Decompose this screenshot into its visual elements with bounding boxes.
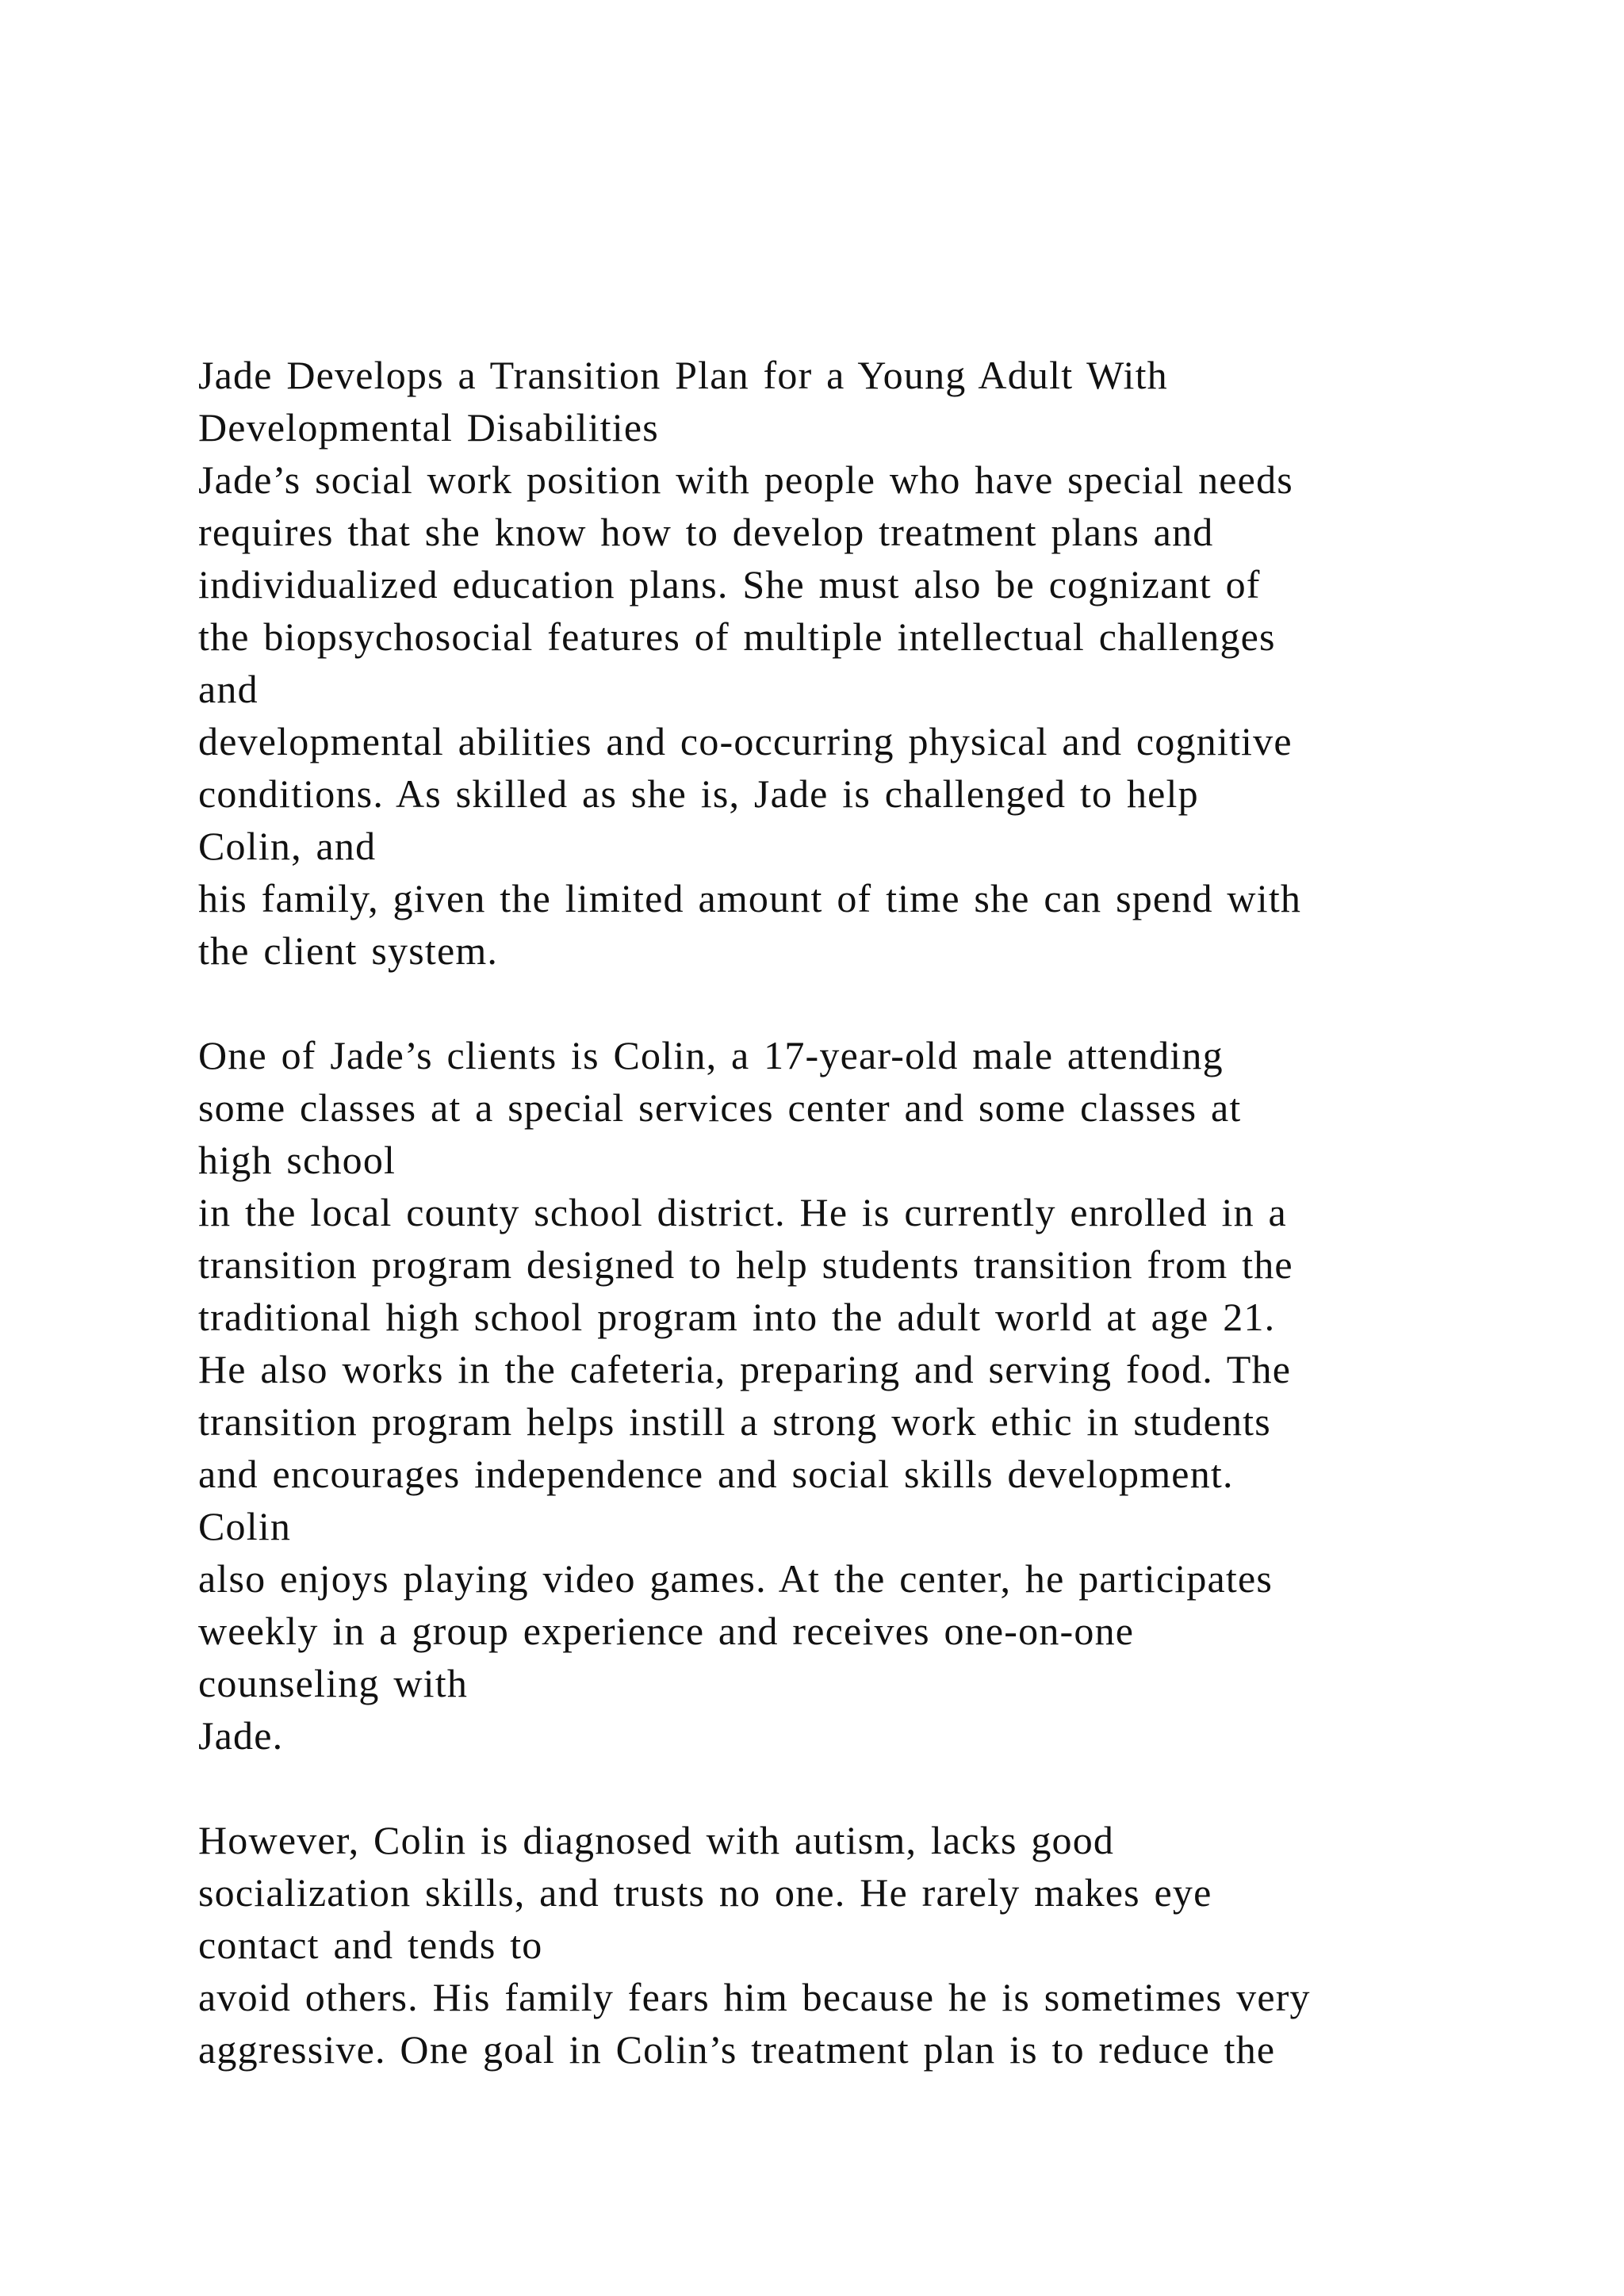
paragraph-line: transition program designed to help students transition from the <box>198 1242 1293 1287</box>
paragraph-line: his family, given the limited amount of time she can spend with <box>198 876 1302 920</box>
paragraph-line: Colin, and <box>198 824 377 868</box>
paragraph-line: high school <box>198 1138 396 1182</box>
paragraph-line: some classes at a special services center and some classes at <box>198 1085 1242 1130</box>
paragraph-line: transition program helps instill a strong work ethic in students <box>198 1399 1271 1444</box>
paragraph-line: Jade. <box>198 1713 284 1758</box>
title-line: Jade Develops a Transition Plan for a Young Adult With <box>198 353 1168 397</box>
paragraph-line: He also works in the cafeteria, preparing and serving food. The <box>198 1347 1292 1391</box>
paragraph-line: avoid others. His family fears him because he is sometimes very <box>198 1975 1311 2019</box>
paragraph-line: counseling with <box>198 1661 469 1705</box>
paragraph-line: in the local county school district. He is currently enrolled in a <box>198 1190 1287 1234</box>
paragraph-line: and encourages independence and social skills development. <box>198 1452 1234 1496</box>
paragraph-line: However, Colin is diagnosed with autism, lacks good <box>198 1818 1115 1862</box>
document-body <box>198 349 1546 2076</box>
paragraph-line: also enjoys playing video games. At the center, he participates <box>198 1556 1274 1601</box>
paragraph-line: individualized education plans. She must also be cognizant of <box>198 562 1261 607</box>
paragraph-line: and <box>198 667 259 711</box>
paragraph-line: the client system. <box>198 928 499 973</box>
paragraph-line: the biopsychosocial features of multiple intellectual challenges <box>198 614 1276 659</box>
paragraph-line: weekly in a group experience and receives one-on-one <box>198 1609 1135 1653</box>
paragraph-line: traditional high school program into the adult world at age 21. <box>198 1295 1276 1339</box>
paragraph-line: Colin <box>198 1504 292 1548</box>
paragraph-spacer <box>198 977 1546 1029</box>
paragraph-line: requires that she know how to develop treatment plans and <box>198 510 1214 554</box>
paragraph-line: socialization skills, and trusts no one. He rarely makes eye <box>198 1870 1212 1915</box>
paragraph-spacer <box>198 1762 1546 1814</box>
title-line: Developmental Disabilities <box>198 405 659 450</box>
paragraph-line: conditions. As skilled as she is, Jade is challenged to help <box>198 771 1199 816</box>
paragraph-line: Jade’s social work position with people who have special needs <box>198 457 1293 502</box>
paragraph-line: aggressive. One goal in Colin’s treatment plan is to reduce the <box>198 2027 1276 2072</box>
paragraph-line: One of Jade’s clients is Colin, a 17-year-old male attending <box>198 1033 1224 1077</box>
paragraph-line: contact and tends to <box>198 1923 543 1967</box>
paragraph-line: developmental abilities and co-occurring physical and cognitive <box>198 719 1293 763</box>
